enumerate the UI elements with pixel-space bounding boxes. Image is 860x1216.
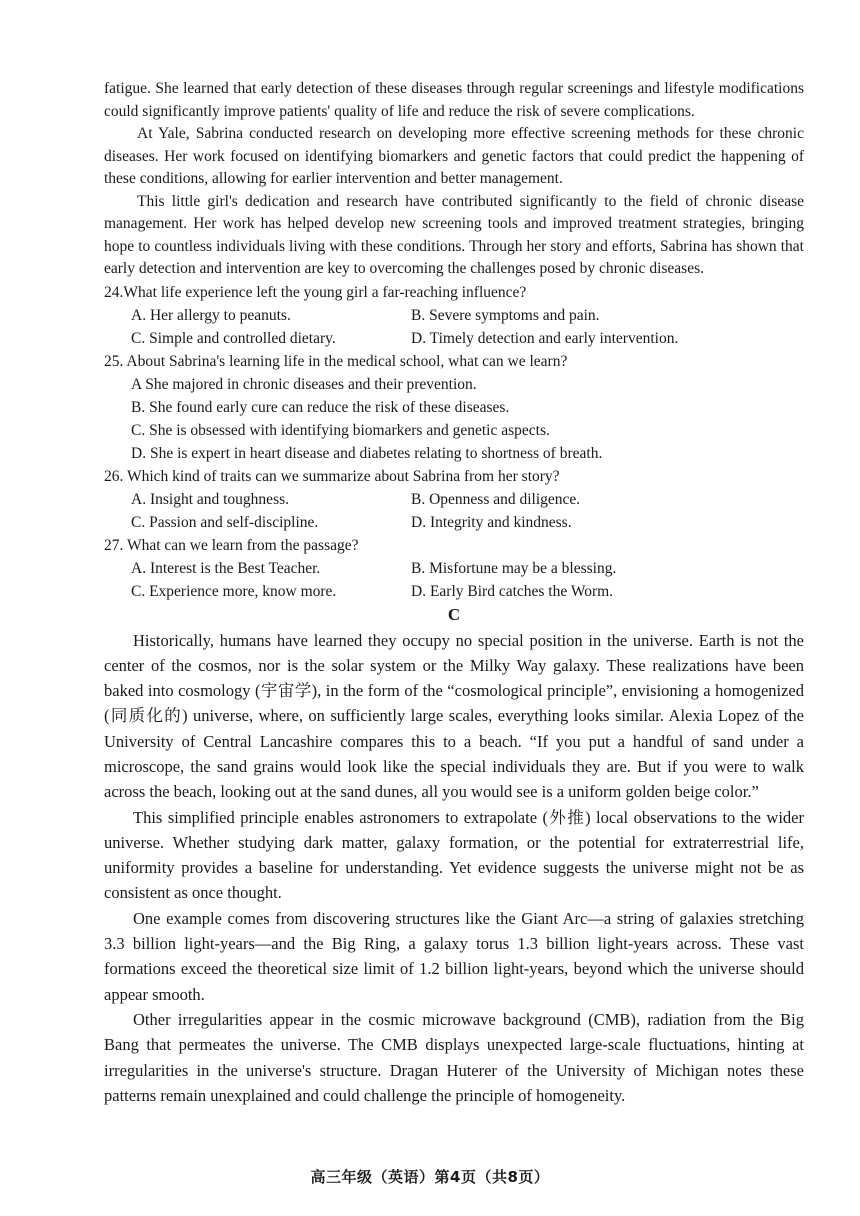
- page-footer: 高三年级（英语）第4页（共8页）: [310, 1168, 550, 1186]
- passage-b-paragraph: fatigue. She learned that early detection of these diseases through regular screenings and lifestyle modifications could significantly improve patients' quality of life and reduce the risk of severe complications.: [104, 80, 804, 120]
- option-a: A. Her allergy to peanuts.: [131, 306, 291, 324]
- option-c: C. Simple and controlled dietary.: [131, 329, 336, 347]
- option-row: [104, 511, 804, 534]
- option-d: D. Timely detection and early intervention.: [411, 329, 679, 347]
- question-stem: 26. Which kind of traits can we summarize about Sabrina from her story?: [104, 467, 560, 485]
- option-a: A She majored in chronic diseases and their prevention.: [131, 375, 477, 393]
- option-c: C. She is obsessed with identifying biomarkers and genetic aspects.: [131, 421, 550, 439]
- option-d: D. Early Bird catches the Worm.: [411, 582, 614, 600]
- passage-c-paragraph: This simplified principle enables astronomers to extrapolate (外推) local observations to the wider universe. Whether studying dark matter, galaxy formation, or the potential for extraterrestrial life, uniformity provides a baseline for understanding. Yet evidence suggests the universe might not be as consistent as once thought.: [104, 807, 804, 903]
- question-27: [104, 534, 804, 603]
- passage-c-paragraph: Historically, humans have learned they occupy no special position in the universe. Earth is not the center of the cosmos, nor is the solar system or the Milky Way galaxy. These realizations have been baked into cosmology (宇宙学), in the form of the “cosmological principle”, envisioning a homogenized (同质化的) universe, where, on sufficiently large scales, everything looks similar. Alexia Lopez of the University of Central Lancashire compares this to a beach. “If you put a handful of sand under a microscope, the sand grains would look like the special individuals they are. But if you were to walk across the beach, looking out at the sand dunes, all you would see is a uniform golden beige color.”: [104, 630, 804, 802]
- option-b: B. Severe symptoms and pain.: [411, 306, 600, 324]
- option-c: C. Experience more, know more.: [131, 582, 337, 600]
- option-b: B. She found early cure can reduce the risk of these diseases.: [131, 398, 510, 416]
- question-stem: 27. What can we learn from the passage?: [104, 536, 359, 554]
- option-row: [104, 327, 804, 350]
- option-b: B. Openness and diligence.: [411, 490, 581, 508]
- option-a: A. Interest is the Best Teacher.: [131, 559, 321, 577]
- option-row: [104, 557, 804, 580]
- option-row: [104, 580, 804, 603]
- section-heading: C: [447, 604, 461, 624]
- option-c: C. Passion and self-discipline.: [131, 513, 319, 531]
- question-stem: 24.What life experience left the young girl a far-reaching influence?: [104, 283, 527, 301]
- question-24: [104, 281, 804, 350]
- option-row: [104, 488, 804, 511]
- page-content: [104, 78, 804, 1108]
- question-25: [104, 350, 804, 465]
- option-a: A. Insight and toughness.: [131, 490, 290, 508]
- passage-c-paragraph: One example comes from discovering structures like the Giant Arc—a string of galaxies stretching 3.3 billion light-years—and the Big Ring, a galaxy torus 1.3 billion light-years across. These vast formations exceed the theoretical size limit of 1.2 billion light-years, beyond which the universe should appear smooth.: [104, 908, 804, 1004]
- option-d: D. Integrity and kindness.: [411, 513, 572, 531]
- question-26: [104, 465, 804, 534]
- option-row: [104, 304, 804, 327]
- passage-b-paragraph: This little girl's dedication and research have contributed significantly to the field of chronic disease management. Her work has helped develop new screening tools and improved treatment strategies, bringing hope to countless individuals living with these conditions. Through her story and efforts, Sabrina has shown that early detection and intervention are key to overcoming the challenges posed by chronic diseases.: [104, 192, 804, 277]
- question-stem: 25. About Sabrina's learning life in the medical school, what can we learn?: [104, 352, 568, 370]
- passage-c-paragraph: Other irregularities appear in the cosmic microwave background (CMB), radiation from the Big Bang that permeates the universe. The CMB displays unexpected large-scale fluctuations, hinting at irregularities in the universe's structure. Dragan Huterer of the University of Michigan notes these patterns remain unexplained and could challenge the principle of homogeneity.: [104, 1009, 804, 1105]
- option-b: B. Misfortune may be a blessing.: [411, 559, 617, 577]
- passage-b-paragraph: At Yale, Sabrina conducted research on developing more effective screening methods for these chronic diseases. Her work focused on identifying biomarkers and genetic factors that could predict the happening of these conditions, allowing for earlier intervention and better management.: [104, 125, 804, 187]
- option-d: D. She is expert in heart disease and diabetes relating to shortness of breath.: [131, 444, 603, 462]
